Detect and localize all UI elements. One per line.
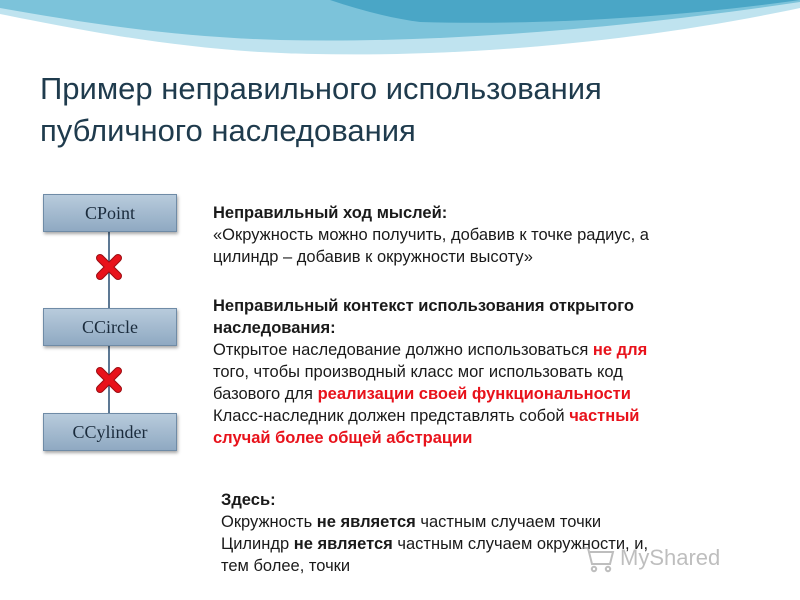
watermark-text: MyShared — [620, 545, 721, 570]
title-line-1: Пример неправильного использования — [40, 71, 602, 106]
emphasis-abstraction: случай более общей абстрации — [213, 429, 473, 447]
wrong-reasoning-section — [213, 202, 783, 268]
wrong-context-line-3 — [213, 383, 783, 405]
class-box-cpoint: CPoint — [43, 194, 177, 232]
title-line-2: публичного наследования — [40, 113, 416, 148]
red-x-icon — [96, 367, 122, 393]
text-span: Класс-наследник должен представлять собой — [213, 407, 570, 425]
emphasis-is-not: не является — [293, 535, 393, 553]
wrong-context-section — [213, 295, 783, 449]
emphasis-implementation: реализации своей функциональности — [317, 385, 631, 403]
emphasis-not-for: не для — [592, 341, 648, 359]
page-title — [40, 68, 780, 152]
watermark-logo — [580, 540, 780, 574]
red-x-icon — [96, 254, 122, 280]
wrong-context-heading-line-2: наследования: — [213, 319, 336, 337]
header-wave-decoration — [0, 0, 800, 70]
emphasis-special: частный — [569, 407, 640, 425]
wrong-context-heading-line-1: Неправильный контекст использования открытого — [213, 297, 634, 315]
wrong-context-line-4 — [213, 405, 783, 427]
text-span: частным случаем окружности, и, — [392, 535, 649, 553]
cart-icon — [582, 548, 613, 571]
text-span: базового для — [213, 385, 318, 403]
text-span: Открытое наследование должно использоваться — [213, 341, 593, 359]
wrong-reasoning-heading: Неправильный ход мыслей: — [213, 204, 448, 222]
wrong-reasoning-quote-line-1: «Окружность можно получить, добавив к точке радиус, а — [213, 226, 649, 244]
text-span: частным случаем точки — [415, 513, 602, 531]
class-box-ccircle: CCircle — [43, 308, 177, 346]
here-heading: Здесь: — [221, 491, 276, 509]
here-line-1 — [221, 511, 781, 533]
text-span: Цилиндр — [221, 535, 294, 553]
wrong-context-line-2: того, чтобы производный класс мог использовать код — [213, 363, 623, 381]
emphasis-is-not: не является — [316, 513, 416, 531]
wrong-context-line-1 — [213, 339, 783, 361]
text-span: Окружность — [221, 513, 317, 531]
here-line-3: тем более, точки — [221, 557, 351, 575]
class-box-ccylinder: CCylinder — [43, 413, 177, 451]
wrong-reasoning-quote-line-2: цилиндр – добавив к окружности высоту» — [213, 248, 533, 266]
